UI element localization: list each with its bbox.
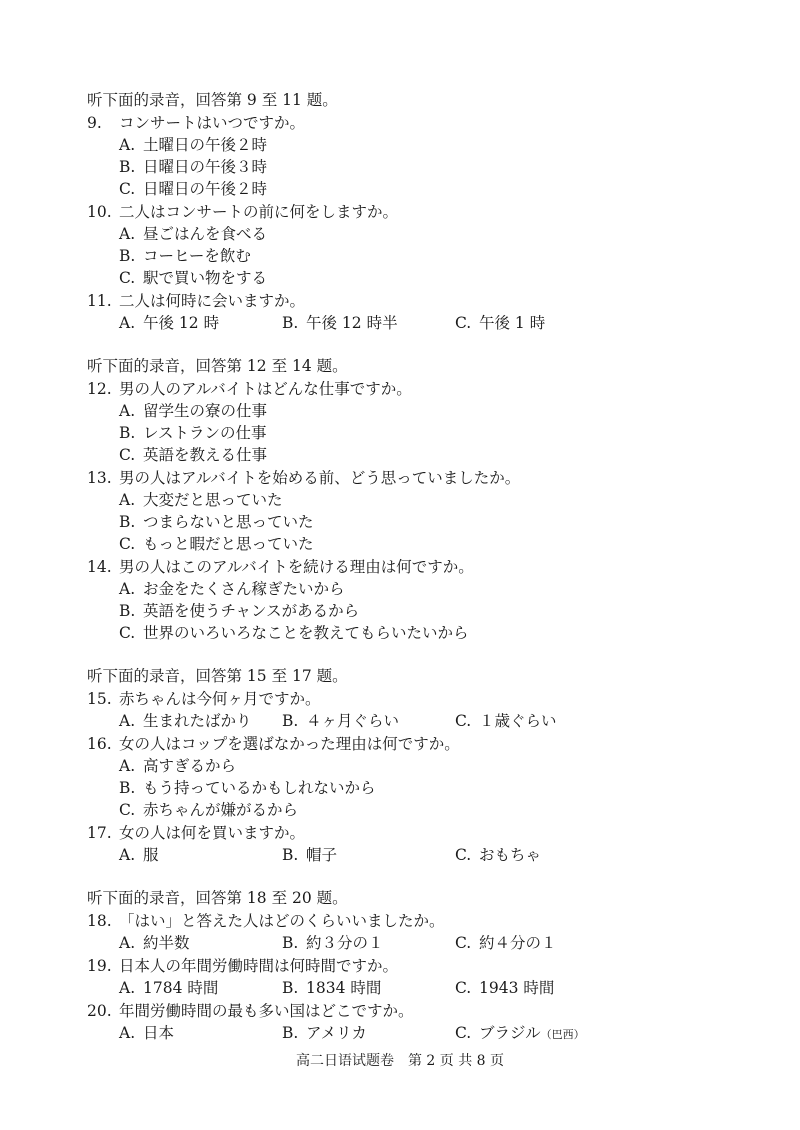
option-text: おもちゃ: [479, 846, 542, 864]
option-letter: C.: [119, 801, 136, 819]
option-text: 帽子: [306, 846, 338, 864]
option-text: 1784 時間: [143, 979, 219, 997]
option-letter: A.: [119, 491, 136, 509]
option-letter: A.: [119, 757, 136, 775]
option-letter: A.: [119, 580, 136, 598]
option-text: 1834 時間: [306, 979, 382, 997]
option-letter: C.: [119, 624, 136, 642]
option-letter: A.: [119, 314, 136, 332]
answer-option: [119, 599, 359, 621]
question-text: 赤ちゃんは今何ヶ月ですか。: [119, 690, 321, 708]
option-letter: C.: [119, 446, 136, 464]
question-text: 女の人はコップを選ばなかった理由は何ですか。: [119, 735, 460, 753]
question: [87, 954, 398, 976]
answer-option: [119, 488, 283, 510]
question-number: 9.: [87, 114, 102, 132]
option-letter: B.: [119, 247, 136, 265]
option-text: 1943 時間: [479, 979, 555, 997]
option-letter: B.: [282, 1024, 299, 1042]
option-letter: A.: [119, 846, 136, 864]
answer-option: [119, 754, 236, 776]
question-number: 16.: [87, 735, 112, 753]
option-text: 英語を教える仕事: [143, 446, 268, 464]
answer-option: [119, 133, 267, 155]
answer-option: [455, 311, 545, 333]
question-text: コンサートはいつですか。: [119, 114, 306, 132]
question-number: 15.: [87, 690, 112, 708]
question-text: 男の人のアルバイトはどんな仕事ですか。: [119, 380, 412, 398]
option-text: 日曜日の午後３時: [143, 158, 268, 176]
option-text: 大変だと思っていた: [143, 491, 283, 509]
option-text: 約３分の１: [306, 934, 384, 952]
section-instruction: 听下面的录音，回答第 9 至 11 题。: [87, 91, 338, 109]
answer-option: [282, 931, 384, 953]
option-text: 昼ごはんを食べる: [143, 225, 268, 243]
option-letter: B.: [119, 424, 136, 442]
option-letter: A.: [119, 225, 136, 243]
question-number: 18.: [87, 912, 112, 930]
option-text: ４ヶ月ぐらい: [306, 712, 400, 730]
question-text: 男の人はこのアルバイトを続ける理由は何ですか。: [119, 558, 474, 576]
answer-option: [455, 843, 541, 865]
question-text: 男の人はアルバイトを始める前、どう思っていましたか。: [119, 469, 521, 487]
option-text: 英語を使うチャンスがあるから: [143, 602, 360, 620]
answer-option: [455, 931, 557, 953]
option-text: 世界のいろいろなことを教えてもらいたいから: [143, 624, 469, 642]
question-text: 女の人は何を買いますか。: [119, 824, 306, 842]
option-text: 赤ちゃんが嫌がるから: [143, 801, 299, 819]
question: [87, 687, 321, 709]
question: [87, 377, 412, 399]
option-letter: C.: [455, 979, 472, 997]
question-number: 11.: [87, 292, 112, 310]
question-number: 20.: [87, 1002, 112, 1020]
answer-option: [119, 266, 267, 288]
option-letter: A.: [119, 979, 136, 997]
option-text: 午後 12 時: [143, 314, 220, 332]
answer-option: [282, 976, 381, 998]
option-letter: C.: [455, 934, 472, 952]
question-number: 12.: [87, 380, 112, 398]
option-letter: A.: [119, 136, 136, 154]
question: [87, 999, 414, 1021]
option-letter: C.: [119, 180, 136, 198]
answer-option: [119, 399, 267, 421]
option-note: （巴西）: [540, 1028, 585, 1041]
option-letter: C.: [119, 269, 136, 287]
question-text: 日本人の年間労働時間は何時間ですか。: [119, 957, 399, 975]
answer-option: [119, 532, 314, 554]
page-footer: 高二日语试题卷 第 2 页 共 8 页: [295, 1053, 505, 1069]
question: [87, 821, 305, 843]
question-text: 二人はコンサートの前に何をしますか。: [119, 203, 399, 221]
answer-option: [119, 843, 159, 865]
option-text: 約半数: [143, 934, 190, 952]
answer-option: [119, 421, 267, 443]
option-text: お金をたくさん稼ぎたいから: [143, 580, 345, 598]
answer-option: [119, 311, 219, 333]
answer-option: [282, 311, 398, 333]
answer-option: [119, 510, 314, 532]
option-text: 午後 12 時半: [306, 314, 398, 332]
option-text: レストランの仕事: [143, 424, 267, 442]
option-letter: C.: [119, 535, 136, 553]
option-text: ブラジル: [479, 1024, 541, 1042]
option-text: 午後 1 時: [479, 314, 546, 332]
section-instruction: 听下面的录音，回答第 18 至 20 题。: [87, 889, 348, 907]
answer-option: [119, 798, 298, 820]
question-text: 「はい」と答えた人はどのくらいいましたか。: [119, 912, 445, 930]
question: [87, 200, 398, 222]
option-letter: B.: [119, 158, 136, 176]
option-text: もっと暇だと思っていた: [143, 535, 314, 553]
answer-option: [119, 577, 345, 599]
answer-option: [282, 843, 337, 865]
answer-option: [119, 222, 267, 244]
option-text: つまらないと思っていた: [143, 513, 314, 531]
option-text: 日本: [143, 1024, 175, 1042]
answer-option: [119, 244, 251, 266]
option-letter: B.: [282, 712, 299, 730]
question: [87, 111, 305, 133]
option-letter: C.: [455, 314, 472, 332]
option-letter: B.: [282, 846, 299, 864]
option-text: コーヒーを飲む: [143, 247, 251, 265]
answer-option: [119, 776, 376, 798]
answer-option: [119, 976, 218, 998]
question: [87, 555, 474, 577]
question-text: 二人は何時に会いますか。: [119, 292, 306, 310]
answer-option: [119, 1021, 174, 1043]
option-letter: A.: [119, 712, 136, 730]
answer-option: [119, 931, 190, 953]
option-letter: C.: [455, 846, 472, 864]
option-text: 約４分の１: [479, 934, 557, 952]
option-text: 土曜日の午後２時: [143, 136, 268, 154]
option-letter: B.: [282, 979, 299, 997]
answer-option: [282, 709, 399, 731]
question: [87, 466, 520, 488]
answer-option: [282, 1021, 367, 1043]
question: [87, 289, 305, 311]
question-number: 13.: [87, 469, 112, 487]
option-letter: B.: [119, 602, 136, 620]
option-text: 留学生の寮の仕事: [143, 402, 268, 420]
answer-option: [455, 1021, 585, 1043]
answer-option: [455, 709, 557, 731]
option-text: 服: [143, 846, 159, 864]
option-text: 駅で買い物をする: [143, 269, 268, 287]
question-text: 年間労働時間の最も多い国はどこですか。: [119, 1002, 414, 1020]
option-letter: C.: [455, 1024, 472, 1042]
option-letter: A.: [119, 934, 136, 952]
option-letter: B.: [282, 314, 299, 332]
question-number: 14.: [87, 558, 112, 576]
option-letter: C.: [455, 712, 472, 730]
option-letter: A.: [119, 402, 136, 420]
answer-option: [119, 177, 267, 199]
answer-option: [455, 976, 554, 998]
section-instruction: 听下面的录音，回答第 15 至 17 题。: [87, 667, 348, 685]
option-text: 生まれたばかり: [143, 712, 252, 730]
question-number: 19.: [87, 957, 112, 975]
answer-option: [119, 155, 267, 177]
option-letter: B.: [282, 934, 299, 952]
question: [87, 732, 460, 754]
answer-option: [119, 443, 267, 465]
option-letter: B.: [119, 779, 136, 797]
option-letter: A.: [119, 1024, 136, 1042]
option-text: １歳ぐらい: [479, 712, 557, 730]
option-text: 日曜日の午後２時: [143, 180, 268, 198]
option-text: もう持っているかもしれないから: [143, 779, 376, 797]
question-number: 10.: [87, 203, 112, 221]
option-letter: B.: [119, 513, 136, 531]
option-text: 高すぎるから: [143, 757, 237, 775]
question-number: 17.: [87, 824, 112, 842]
option-text: アメリカ: [306, 1024, 367, 1042]
answer-option: [119, 621, 469, 643]
answer-option: [119, 709, 252, 731]
question: [87, 909, 445, 931]
section-instruction: 听下面的录音，回答第 12 至 14 题。: [87, 357, 348, 375]
